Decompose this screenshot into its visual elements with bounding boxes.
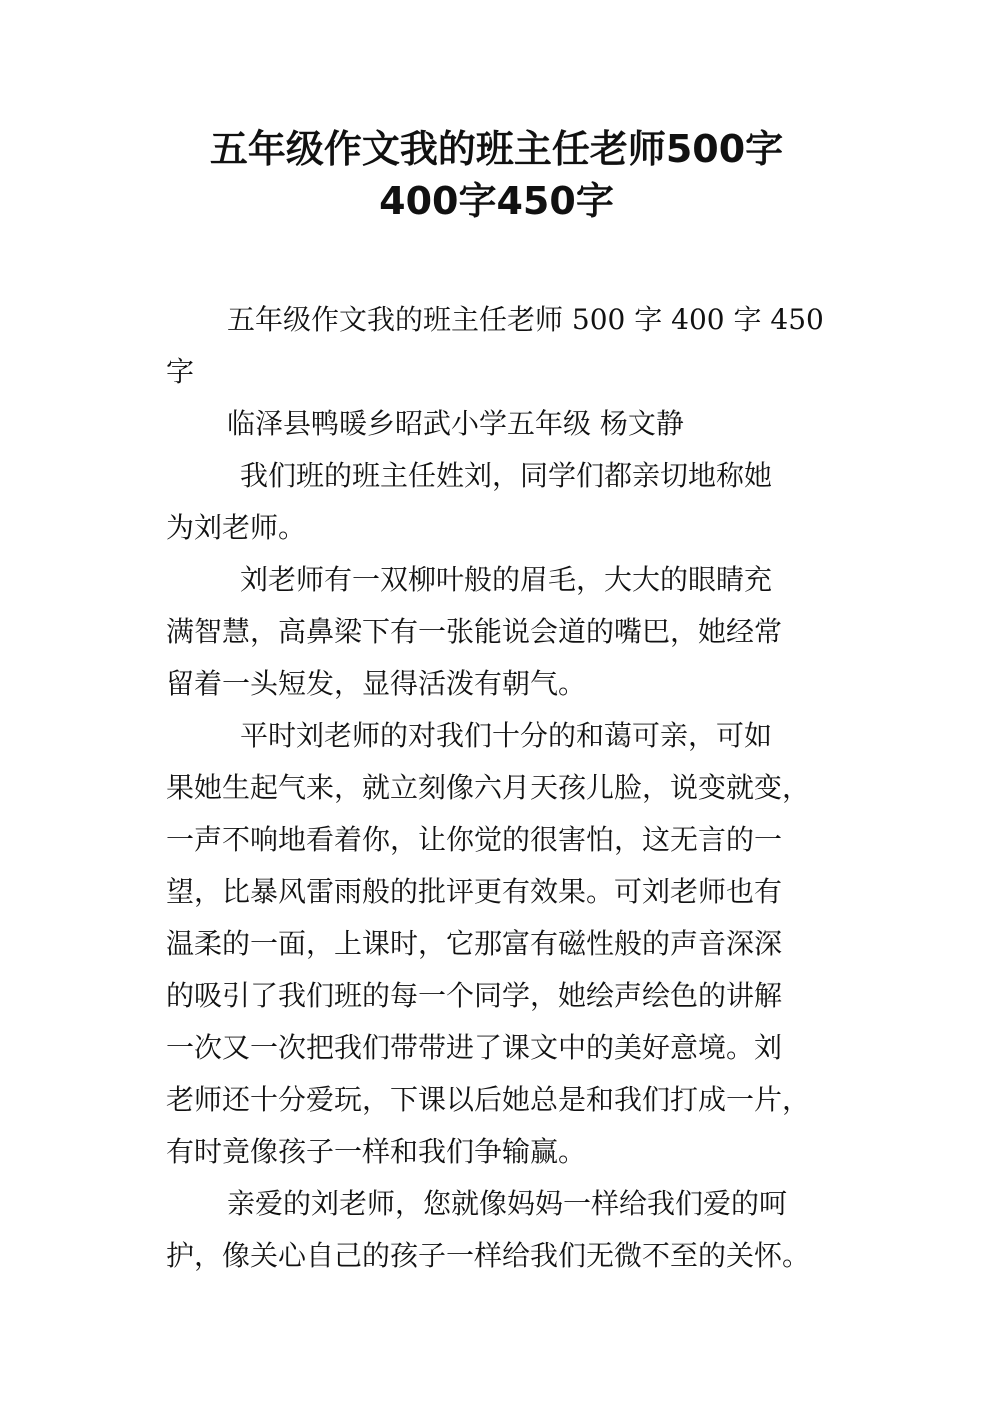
- body-line: 为刘老师。: [166, 511, 307, 544]
- body-line: 亲爱的刘老师，您就像妈妈一样给我们爱的呵: [227, 1187, 788, 1220]
- body-line: 护，像关心自己的孩子一样给我们无微不至的关怀。: [166, 1239, 811, 1272]
- body-line: 平时刘老师的对我们十分的和蔼可亲，可如: [240, 719, 773, 752]
- body-line: 一次又一次把我们带带进了课文中的美好意境。刘: [166, 1031, 783, 1064]
- body-line: 老师还十分爱玩，下课以后她总是和我们打成一片，: [166, 1083, 811, 1116]
- body-line: 温柔的一面，上课时，它那富有磁性般的声音深深: [166, 927, 783, 960]
- author-line: 临泽县鸭暖乡昭武小学五年级 杨文静: [227, 407, 684, 440]
- body-line: 的吸引了我们班的每一个同学，她绘声绘色的讲解: [166, 979, 783, 1012]
- body-line: 留着一头短发，显得活泼有朝气。: [166, 667, 587, 700]
- body-line: 五年级作文我的班主任老师 500 字 400 字 450: [227, 303, 824, 336]
- body-line: 有时竟像孩子一样和我们争输赢。: [166, 1135, 587, 1168]
- body-line: 果她生起气来，就立刻像六月天孩儿脸，说变就变，: [166, 771, 811, 804]
- body-line: 满智慧，高鼻梁下有一张能说会道的嘴巴，她经常: [166, 615, 783, 648]
- document-title-line-1: 五年级作文我的班主任老师500字: [209, 127, 784, 171]
- body-line: 望，比暴风雷雨般的批评更有效果。可刘老师也有: [166, 875, 783, 908]
- body-line: 字: [166, 355, 195, 388]
- body-line: 刘老师有一双柳叶般的眉毛，大大的眼睛充: [240, 563, 773, 596]
- document-title-line-2: 400字450字: [379, 179, 614, 223]
- body-line: 我们班的班主任姓刘，同学们都亲切地称她: [240, 459, 773, 492]
- body-line: 一声不响地看着你，让你觉的很害怕，这无言的一: [166, 823, 783, 856]
